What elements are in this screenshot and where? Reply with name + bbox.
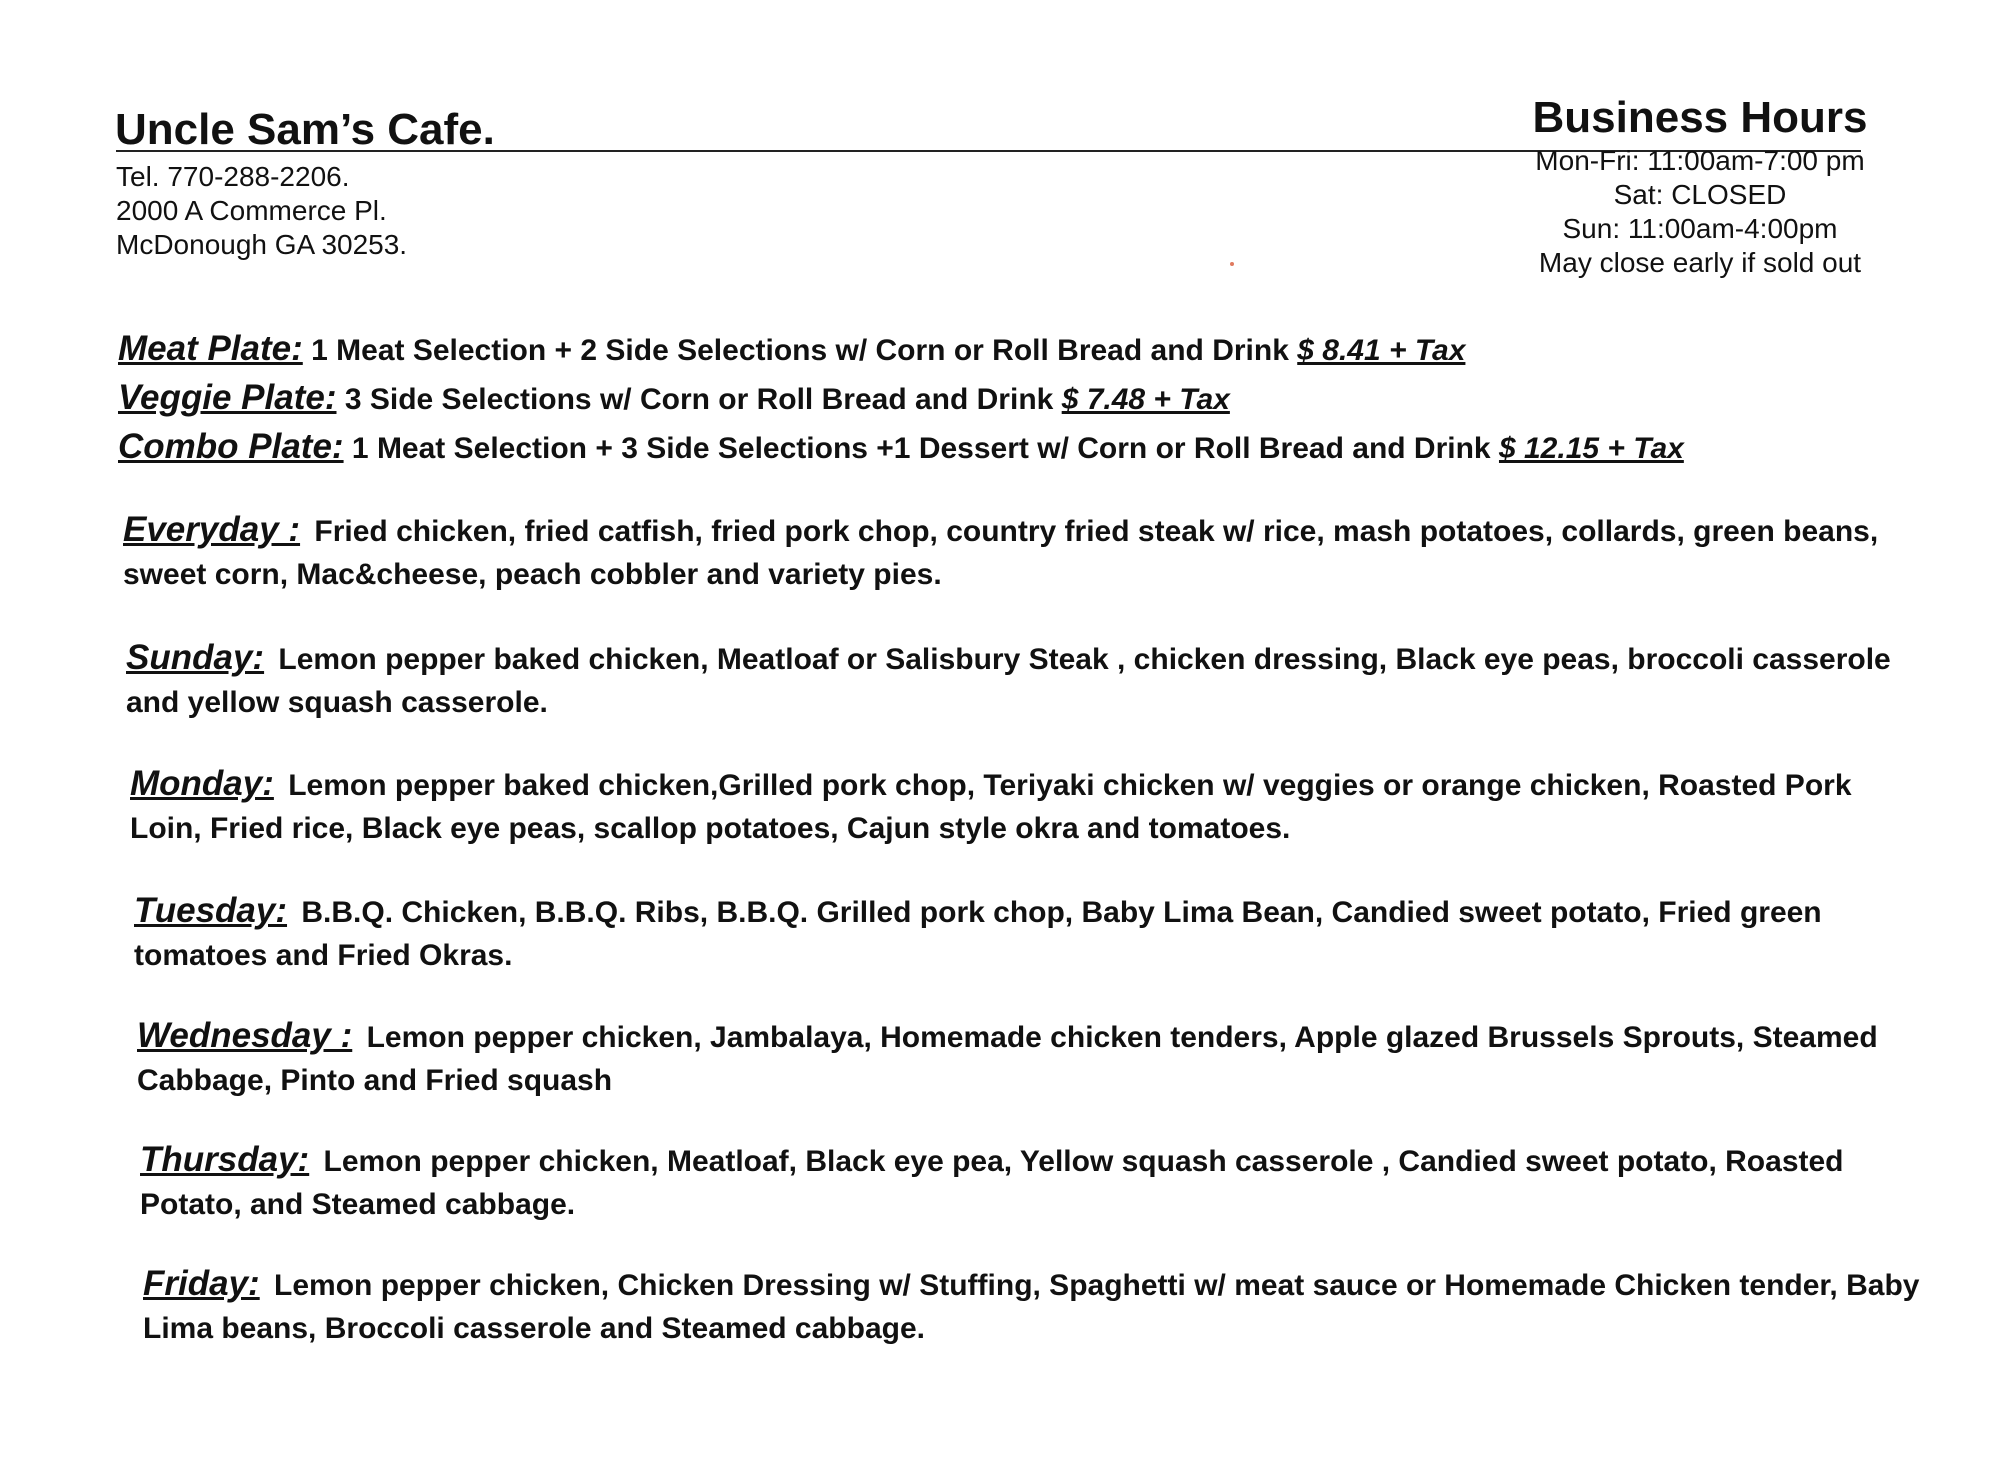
day-label: Sunday: [126, 638, 265, 677]
menu-sunday [126, 636, 1906, 724]
paper-speck [1230, 262, 1234, 266]
day-label: Everyday : [123, 510, 301, 549]
menu-tuesday [134, 889, 1914, 977]
day-label: Monday: [130, 764, 274, 803]
day-items: Lemon pepper chicken, Jambalaya, Homemade chicken tenders, Apple glazed Brussels Sprouts, Steamed Cabbage, Pinto and Fried squash [137, 1021, 1878, 1097]
plate-label: Meat Plate: [118, 329, 303, 368]
plate-price: $ 7.48 + Tax [1061, 383, 1230, 416]
plate-label: Combo Plate: [118, 427, 344, 466]
address-line-2: McDonough GA 30253. [116, 229, 408, 260]
day-label: Tuesday: [134, 891, 288, 930]
menu-wednesday [137, 1014, 1917, 1102]
menu-everyday [123, 508, 1903, 596]
contact-info [116, 160, 407, 262]
plate-description: 3 Side Selections w/ Corn or Roll Bread and Drink [344, 383, 1054, 416]
business-hours-title: Business Hours [1532, 93, 1868, 142]
menu-friday [143, 1262, 1923, 1350]
plate-description: 1 Meat Selection + 3 Side Selections +1 Dessert w/ Corn or Roll Bread and Drink [351, 432, 1491, 465]
day-items: Lemon pepper baked chicken, Meatloaf or Salisbury Steak , chicken dressing, Black eye peas, broccoli casserole and yellow squash casserole. [126, 643, 1891, 719]
hours-sunday: Sun: 11:00am-4:00pm [1562, 213, 1838, 244]
plate-prices [118, 325, 1938, 472]
cafe-name: Uncle Sam’s Cafe. [115, 105, 495, 154]
day-label: Friday: [143, 1264, 260, 1303]
day-items: B.B.Q. Chicken, B.B.Q. Ribs, B.B.Q. Grilled pork chop, Baby Lima Bean, Candied sweet potato, Fried green tomatoes and Fried Okras. [134, 896, 1822, 972]
plate-description: 1 Meat Selection + 2 Side Selections w/ Corn or Roll Bread and Drink [311, 334, 1289, 367]
combo-plate-row [118, 423, 1938, 472]
plate-label: Veggie Plate: [118, 378, 337, 417]
hours-note: May close early if sold out [1538, 247, 1862, 278]
business-hours [1460, 92, 1940, 280]
veggie-plate-row [118, 374, 1938, 423]
plate-price: $ 8.41 + Tax [1297, 334, 1466, 367]
day-items: Lemon pepper chicken, Chicken Dressing w/ Stuffing, Spaghetti w/ meat sauce or Homemade Chicken tender, Baby Lima beans, Broccoli casserole and Steamed cabbage. [143, 1269, 1920, 1345]
menu-thursday [140, 1138, 1920, 1226]
address-line-1: 2000 A Commerce Pl. [116, 195, 387, 226]
phone-number: Tel. 770-288-2206. [116, 161, 350, 192]
hours-weekdays: Mon-Fri: 11:00am-7:00 pm [1535, 145, 1865, 176]
day-label: Wednesday : [137, 1016, 353, 1055]
meat-plate-row [118, 325, 1938, 374]
day-label: Thursday: [140, 1140, 310, 1179]
day-items: Fried chicken, fried catfish, fried pork chop, country fried steak w/ rice, mash potatoes, collards, green beans, sweet corn, Mac&cheese, peach cobbler and variety pies. [123, 515, 1879, 591]
day-items: Lemon pepper baked chicken,Grilled pork chop, Teriyaki chicken w/ veggies or orange chicken, Roasted Pork Loin, Fried rice, Black eye peas, scallop potatoes, Cajun style okra and tomatoes. [130, 769, 1852, 845]
hours-saturday: Sat: CLOSED [1613, 179, 1787, 210]
day-items: Lemon pepper chicken, Meatloaf, Black eye pea, Yellow squash casserole , Candied sweet potato, Roasted Potato, and Steamed cabbage. [140, 1145, 1844, 1221]
plate-price: $ 12.15 + Tax [1498, 432, 1684, 465]
menu-monday [130, 762, 1910, 850]
